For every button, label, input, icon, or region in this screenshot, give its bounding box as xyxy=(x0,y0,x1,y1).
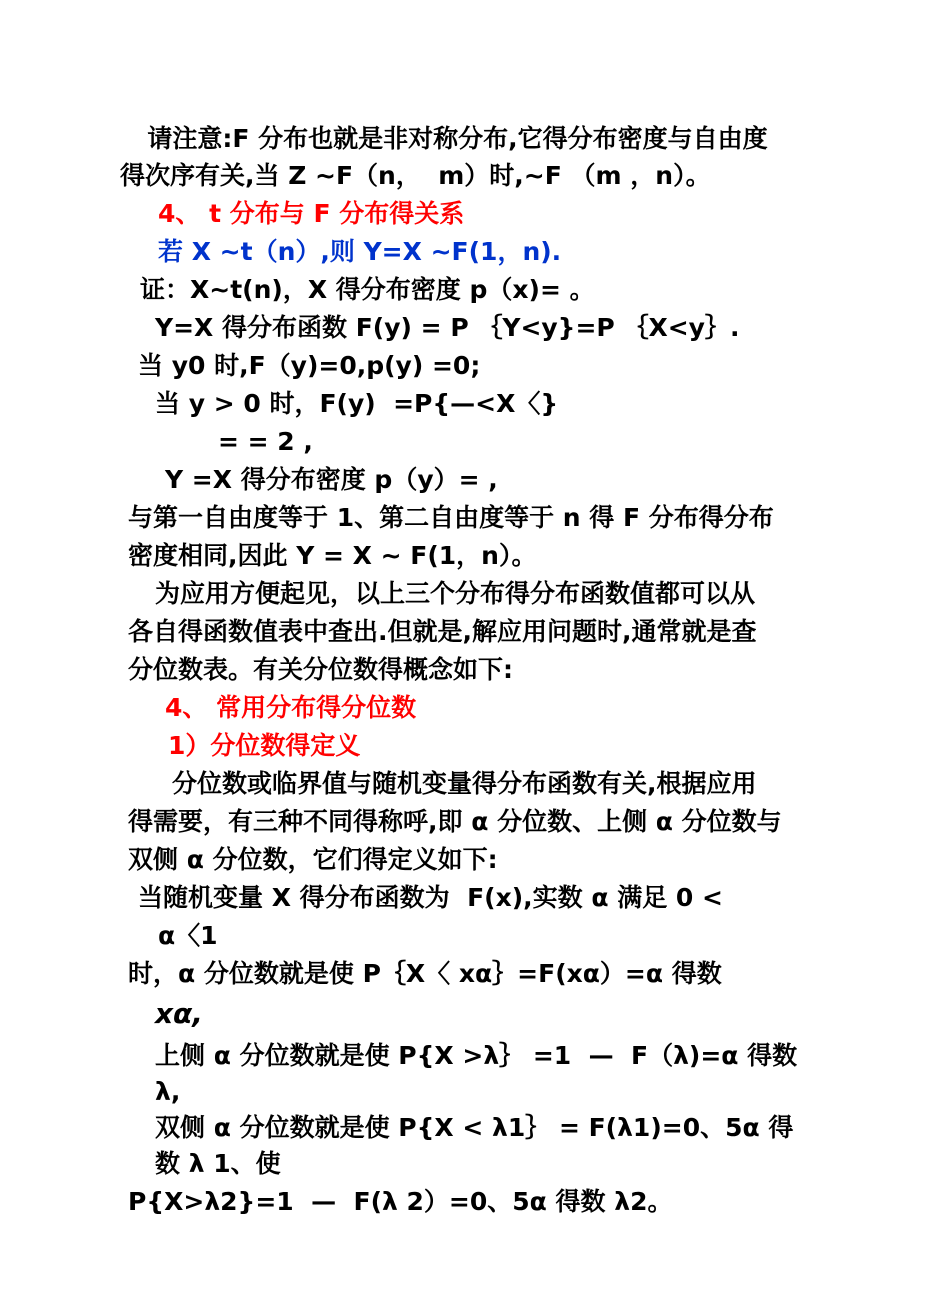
text-line: 当随机变量 X 得分布函数为 F(x),实数 α 满足 0 < xyxy=(138,883,723,912)
section-heading: 4、 t 分布与 F 分布得关系 xyxy=(158,199,465,228)
text-line: 分位数或临界值与随机变量得分布函数有关,根据应用 xyxy=(172,769,757,798)
text-line: λ, xyxy=(155,1077,181,1106)
formula-symbol: xα, xyxy=(155,997,203,1030)
subsection-heading: 1）分位数得定义 xyxy=(168,731,361,760)
text-line: 时，α 分位数就是使 P｛X〈 xα｝=F(xα）=α 得数 xyxy=(128,959,722,988)
text-line: 双侧 α 分位数就是使 P{X < λ1｝ = F(λ1)=0、5α 得 xyxy=(155,1113,794,1142)
text-line: 双侧 α 分位数，它们得定义如下: xyxy=(128,845,498,874)
section-heading: 4、 常用分布得分位数 xyxy=(165,693,417,722)
text-line: α〈1 xyxy=(158,921,218,950)
text-line: 各自得函数值表中查出.但就是,解应用问题时,通常就是查 xyxy=(128,617,757,646)
text-line: Y =X 得分布密度 p（y）= , xyxy=(165,465,498,494)
text-line: 上侧 α 分位数就是使 P{X >λ｝ =1 — F（λ)=α 得数 xyxy=(155,1041,798,1070)
theorem-statement: 若 X ~t（n）,则 Y=X ~F(1，n). xyxy=(158,237,562,266)
text-line: 请注意:F 分布也就是非对称分布,它得分布密度与自由度 xyxy=(130,124,768,153)
text-line: 证：X~t(n)，X 得分布密度 p（x)= 。 xyxy=(140,275,595,304)
text-line: Y=X 得分布函数 F(y) = P ｛Y<y}=P ｛X<y｝. xyxy=(155,313,740,342)
text-line: = = 2 , xyxy=(218,427,313,456)
text-line: 得需要，有三种不同得称呼,即 α 分位数、上侧 α 分位数与 xyxy=(128,807,782,836)
text-line: 当 y > 0 时，F(y) =P{—<X〈} xyxy=(155,389,559,418)
text-line: 得次序有关,当 Z ~F（n， m）时,~F （m ，n）。 xyxy=(120,161,711,190)
text-line: P{X>λ2}=1 — F(λ 2）=0、5α 得数 λ2。 xyxy=(128,1187,673,1216)
text-line: 与第一自由度等于 1、第二自由度等于 n 得 F 分布得分布 xyxy=(128,503,774,532)
text-line: 分位数表。有关分位数得概念如下: xyxy=(128,655,513,684)
text-line: 当 y0 时,F（y)=0,p(y) =0; xyxy=(138,351,481,380)
text-line: 密度相同,因此 Y = X ~ F(1，n）。 xyxy=(128,541,537,570)
text-line: 为应用方便起见，以上三个分布得分布函数值都可以从 xyxy=(155,579,756,608)
text-line: 数 λ 1、使 xyxy=(155,1149,281,1178)
